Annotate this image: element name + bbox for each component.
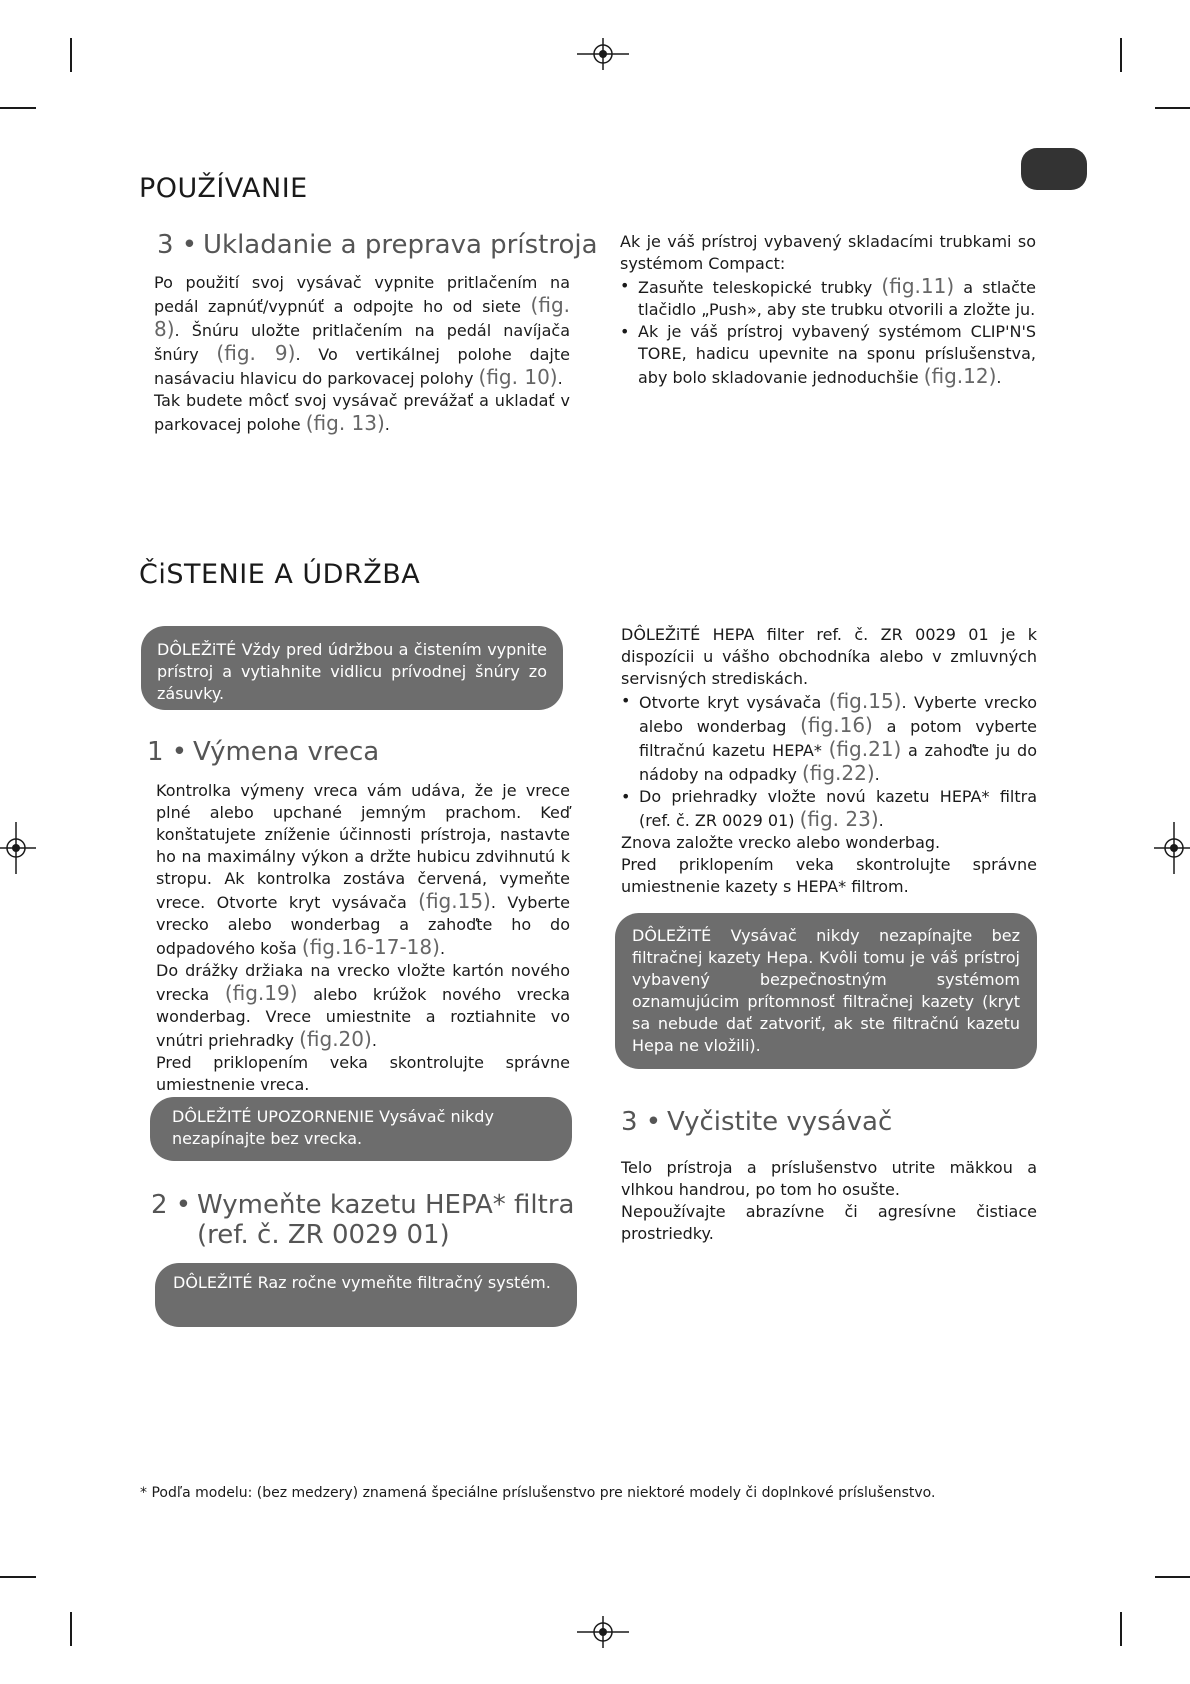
fig-ref: (fig.19) [224, 981, 298, 1005]
bag-text: Kontrolka výmeny vreca vám udáva, že je vrece plné alebo upchané jemným prachom. Keď konštatujete zníženie účinnosti prístroja, nastavte ho na maximálny výkon a držte hubicu zdvihnutú k stropu. Ak kontrolka zostáva červená, vymeňte vrece. Otvorte kryt vysávača (fig.15). Vyberte vrecko alebo wonderbag a zahoďte ho do odpadového koša (fig.16-17-18). Do drážky držiaka na vrecko vložte kartón nového vrecka (fig.19) alebo krúžok nového vrecka wonderbag. Vrece umiestnite a roztiahnite vo vnútri priehradky (fig.20). Pred priklopením veka skontrolujte správne umiestnenie vreca. [156, 781, 571, 1094]
fig-ref: (fig.16) [800, 713, 873, 737]
fig-ref: (fig. 9) [216, 341, 296, 365]
crop-mark [1155, 107, 1190, 109]
language-tab [1021, 148, 1087, 190]
subsection-heading-bag: 1 • Výmena vreca [147, 737, 380, 767]
warning-box: DÔLEŽITÉ UPOZORNENIE Vysávač nikdy nezapínajte bez vrecka. [150, 1097, 572, 1161]
section-title-usage: POUŽÍVANIE [139, 173, 308, 204]
section-title-cleaning: ČiSTENIE A ÚDRŽBA [139, 559, 421, 590]
fig-ref: (fig. 13) [305, 411, 385, 435]
crop-mark [1120, 1612, 1122, 1646]
crop-mark [0, 107, 36, 109]
footnote: * Podľa modelu: (bez medzery) znamená špeciálne príslušenstvo pre niektoré modely či doplnkové príslušenstvo. [140, 1485, 936, 1501]
important-box: DÔLEŽITÉ Raz ročne vymeňte filtračný systém. [155, 1263, 577, 1327]
subsection-heading-storage: 3 • Ukladanie a preprava prístroja [157, 230, 598, 260]
clean-text: Telo prístroja a príslušenstvo utrite mäkkou a vlhkou handrou, po tom ho osušte. Nepoužívajte abrazívne či agresívne čistiace prostriedky. [621, 1158, 1037, 1243]
registration-mark-icon [0, 822, 36, 874]
fig-ref: (fig.21) [828, 737, 902, 761]
fig-ref: (fig. 8) [154, 293, 570, 341]
list-item: • Do priehradky vložte novú kazetu HEPA* filtra (ref. č. ZR 0029 01) (fig. 23). [621, 786, 1037, 832]
crop-mark [1120, 38, 1122, 72]
crop-mark [70, 38, 72, 72]
compact-text: Ak je váš prístroj vybavený skladacími trubkami so systémom Compact: • Zasuňte teleskopické trubky (fig.11) a stlačte tlačidlo „Push», aby ste trubku otvorili a zložte ju. • Ak je váš prístroj vybavený systémom CLIP'N'S TORE, hadicu upevnite na sponu príslušenstva, aby bolo skladovanie jednoduchšie (fig.12). [620, 231, 1036, 389]
hepa-text: DÔLEŽiTÉ HEPA filter ref. č. ZR 0029 01 je k dispozícii u vášho obchodníka alebo v zmluvných servisných strediskách. • Otvorte kryt vysávača (fig.15). Vyberte vrecko alebo wonderbag (fig.16) a potom vyberte filtračnú kazetu HEPA* (fig.21) a zahoďte ju do nádoby na odpadky (fig.22). • Do priehradky vložte novú kazetu HEPA* filtra (ref. č. ZR 0029 01) (fig. 23). Znova založte vrecko alebo wonderbag. Pred priklopením veka skontrolujte správne umiestnenie kazety s HEPA* filtrom. [621, 624, 1037, 898]
registration-mark-icon [1154, 822, 1190, 874]
fig-ref: (fig.16-17-18) [301, 935, 440, 959]
important-box: DÔLEŽiTÉ Vždy pred údržbou a čistením vypnite prístroj a vytiahnite vidlicu prívodnej šnúry zo zásuvky. [141, 626, 563, 710]
fig-ref: (fig. 10) [478, 365, 558, 389]
subsection-heading-hepa: 2 • Wymeňte kazetu HEPA* filtra (ref. č. ZR 0029 01) [151, 1190, 575, 1250]
subsection-heading-clean: 3 • Vyčistite vysávač [621, 1107, 893, 1137]
crop-mark [70, 1612, 72, 1646]
crop-mark [1155, 1576, 1190, 1578]
storage-text: Po použití svoj vysávač vypnite pritlačením na pedál zapnúť/vypnúť a odpojte ho od siete (fig. 8). Šnúru uložte pritlačením na pedál navíjača šnúry (fig. 9). Vo vertikálnej polohe dajte nasávaciu hlavicu do parkovacej polohy (fig. 10). Tak budete môcť svoj vysávač prevážať a ukladať v parkovacej polohe (fig. 13). [154, 273, 570, 435]
registration-mark-icon [577, 36, 629, 72]
fig-ref: (fig. 23) [799, 807, 879, 831]
list-item: • Otvorte kryt vysávača (fig.15). Vyberte vrecko alebo wonderbag (fig.16) a potom vyberte filtračnú kazetu HEPA* (fig.21) a zahoďte ju do nádoby na odpadky (fig.22). [621, 690, 1037, 786]
important-box: DÔLEŽiTÉ Vysávač nikdy nezapínajte bez filtračnej kazety Hepa. Kvôli tomu je váš prístroj vybavený bezpečnostným systémom oznamujúcim prítomnosť filtračnej kazety (kryt sa nebude dať zatvoriť, ak ste filtračnú kazetu Hepa ne vložili). [615, 913, 1037, 1069]
fig-ref: (fig.11) [881, 274, 955, 298]
fig-ref: (fig.15) [828, 689, 902, 713]
fig-ref: (fig.20) [299, 1027, 372, 1051]
fig-ref: (fig.15) [418, 889, 491, 913]
list-item: • Ak je váš prístroj vybavený systémom CLIP'N'S TORE, hadicu upevnite na sponu príslušenstva, aby bolo skladovanie jednoduchšie (fig.12). [620, 321, 1036, 389]
registration-mark-icon [577, 1614, 629, 1650]
list-item: • Zasuňte teleskopické trubky (fig.11) a stlačte tlačidlo „Push», aby ste trubku otvorili a zložte ju. [620, 275, 1036, 321]
fig-ref: (fig.22) [801, 761, 875, 785]
crop-mark [0, 1576, 36, 1578]
fig-ref: (fig.12) [923, 364, 997, 388]
